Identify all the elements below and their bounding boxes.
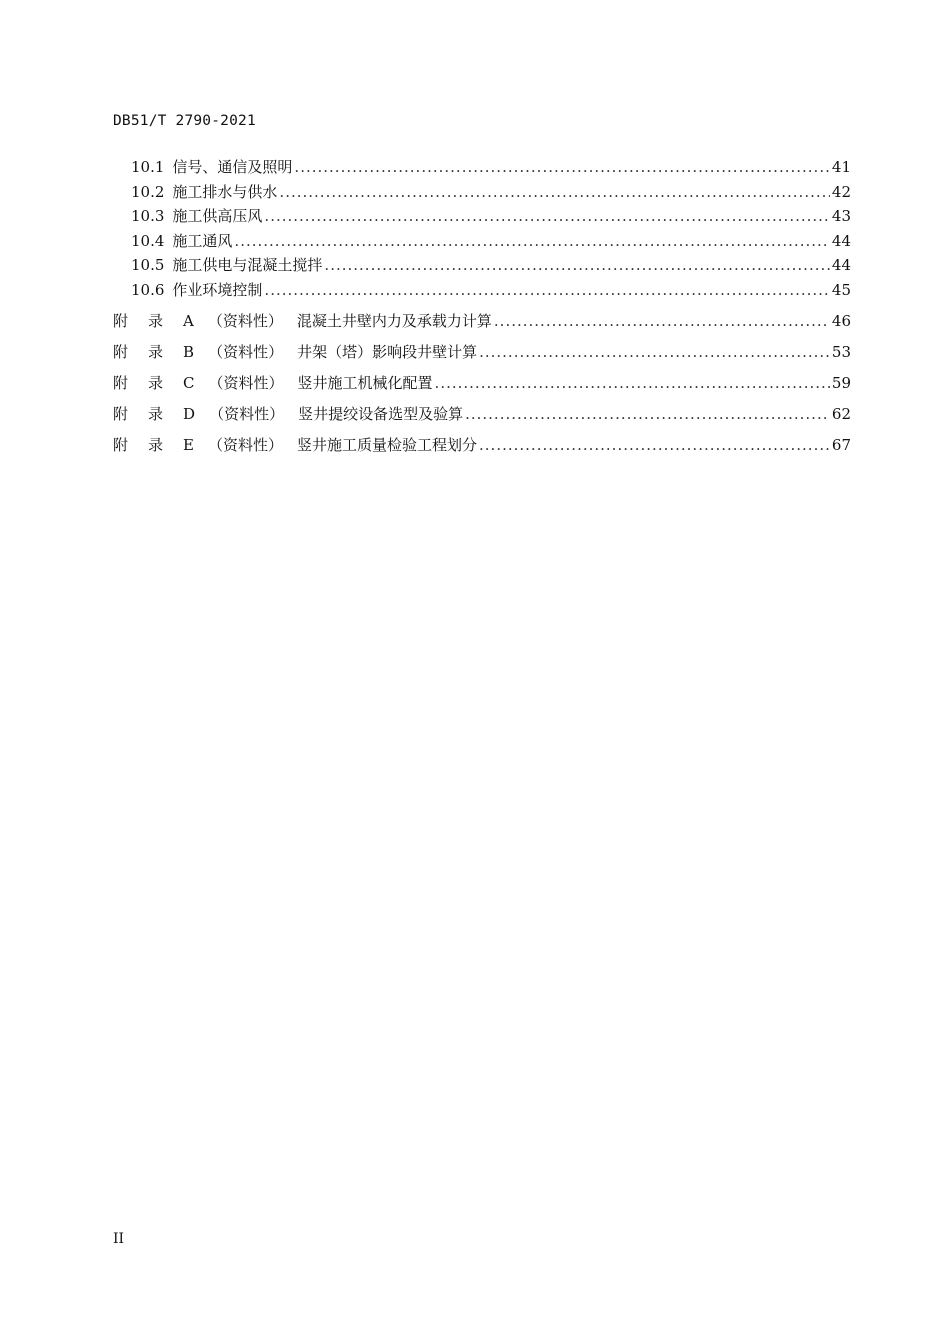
table-of-contents bbox=[113, 158, 851, 467]
toc-entry-page: 42 bbox=[831, 182, 851, 201]
toc-entry-10-5[interactable] bbox=[113, 256, 851, 281]
toc-entry-page: 59 bbox=[831, 373, 851, 392]
toc-appendix-a[interactable] bbox=[113, 312, 851, 343]
leader-dots bbox=[479, 343, 830, 361]
toc-entry-title: 施工供电与混凝土搅拌 bbox=[172, 256, 323, 275]
leader-dots bbox=[494, 312, 830, 330]
appendix-label bbox=[113, 343, 297, 361]
appendix-letter: B bbox=[183, 342, 195, 361]
appendix-letter: A bbox=[183, 311, 194, 330]
appendix-label bbox=[113, 405, 298, 423]
appendix-kind: （资料性） bbox=[208, 342, 284, 361]
toc-entry-title: 施工通风 bbox=[172, 231, 233, 250]
toc-entry-title: 作业环境控制 bbox=[172, 280, 263, 299]
toc-entry-page: 62 bbox=[831, 404, 851, 423]
toc-entry-number: 10.1 bbox=[131, 158, 165, 176]
appendix-fu: 附 bbox=[113, 435, 129, 454]
leader-dots bbox=[294, 158, 829, 176]
toc-entry-page: 44 bbox=[831, 231, 851, 250]
page-number: II bbox=[113, 1231, 125, 1247]
toc-entry-page: 46 bbox=[831, 311, 851, 330]
toc-entry-title: 竖井提绞设备选型及验算 bbox=[298, 404, 464, 423]
toc-entry-10-3[interactable] bbox=[113, 207, 851, 232]
toc-appendix-c[interactable] bbox=[113, 374, 851, 405]
leader-dots bbox=[234, 232, 829, 250]
toc-appendix-d[interactable] bbox=[113, 405, 851, 436]
toc-entry-title: 混凝土井壁内力及承载力计算 bbox=[296, 311, 492, 330]
appendix-lu: 录 bbox=[148, 404, 164, 423]
toc-entry-page: 67 bbox=[831, 435, 851, 454]
toc-entry-page: 53 bbox=[831, 342, 851, 361]
toc-entry-number: 10.5 bbox=[131, 256, 165, 275]
toc-entry-number: 10.6 bbox=[131, 280, 165, 299]
toc-entry-page: 41 bbox=[831, 158, 851, 176]
appendix-label bbox=[113, 312, 297, 330]
appendix-fu: 附 bbox=[113, 404, 129, 423]
appendix-label bbox=[113, 436, 297, 454]
appendix-kind: （资料性） bbox=[208, 373, 284, 392]
appendix-fu: 附 bbox=[113, 342, 129, 361]
toc-entry-number: 10.3 bbox=[131, 207, 165, 226]
appendix-fu: 附 bbox=[113, 373, 129, 392]
toc-entry-number: 10.4 bbox=[131, 231, 165, 250]
appendix-lu: 录 bbox=[148, 342, 164, 361]
appendix-letter: E bbox=[183, 435, 194, 454]
toc-entry-page: 43 bbox=[831, 207, 851, 226]
toc-entry-title: 施工供高压风 bbox=[172, 207, 263, 226]
toc-entry-10-4[interactable] bbox=[113, 232, 851, 257]
toc-entry-number: 10.2 bbox=[131, 182, 165, 201]
leader-dots bbox=[264, 207, 829, 225]
leader-dots bbox=[324, 256, 829, 274]
toc-entry-page: 44 bbox=[831, 256, 851, 275]
toc-entry-title: 竖井施工质量检验工程划分 bbox=[297, 435, 478, 454]
toc-entry-title: 施工排水与供水 bbox=[172, 182, 278, 201]
toc-entry-page: 45 bbox=[831, 280, 851, 299]
appendix-fu: 附 bbox=[113, 311, 129, 330]
toc-entry-10-6[interactable] bbox=[113, 281, 851, 306]
leader-dots bbox=[435, 374, 830, 392]
toc-entry-10-2[interactable] bbox=[113, 183, 851, 208]
leader-dots bbox=[465, 405, 830, 423]
toc-entry-title: 信号、通信及照明 bbox=[172, 158, 293, 176]
toc-appendix-b[interactable] bbox=[113, 343, 851, 374]
appendix-label bbox=[113, 374, 298, 392]
toc-appendix-e[interactable] bbox=[113, 436, 851, 467]
document-id: DB51/T 2790-2021 bbox=[113, 113, 256, 129]
toc-entry-title: 井架（塔）影响段井壁计算 bbox=[297, 342, 478, 361]
appendix-letter: C bbox=[183, 373, 195, 392]
toc-entry-10-1[interactable] bbox=[113, 158, 851, 183]
appendix-kind: （资料性） bbox=[209, 404, 285, 423]
leader-dots bbox=[479, 436, 830, 454]
appendix-kind: （资料性） bbox=[207, 435, 283, 454]
toc-entry-title: 竖井施工机械化配置 bbox=[297, 373, 433, 392]
appendix-lu: 录 bbox=[148, 435, 164, 454]
appendix-lu: 录 bbox=[148, 311, 164, 330]
appendix-lu: 录 bbox=[148, 373, 164, 392]
appendix-kind: （资料性） bbox=[207, 311, 283, 330]
leader-dots bbox=[264, 281, 829, 299]
appendix-letter: D bbox=[183, 404, 196, 423]
leader-dots bbox=[279, 183, 829, 201]
